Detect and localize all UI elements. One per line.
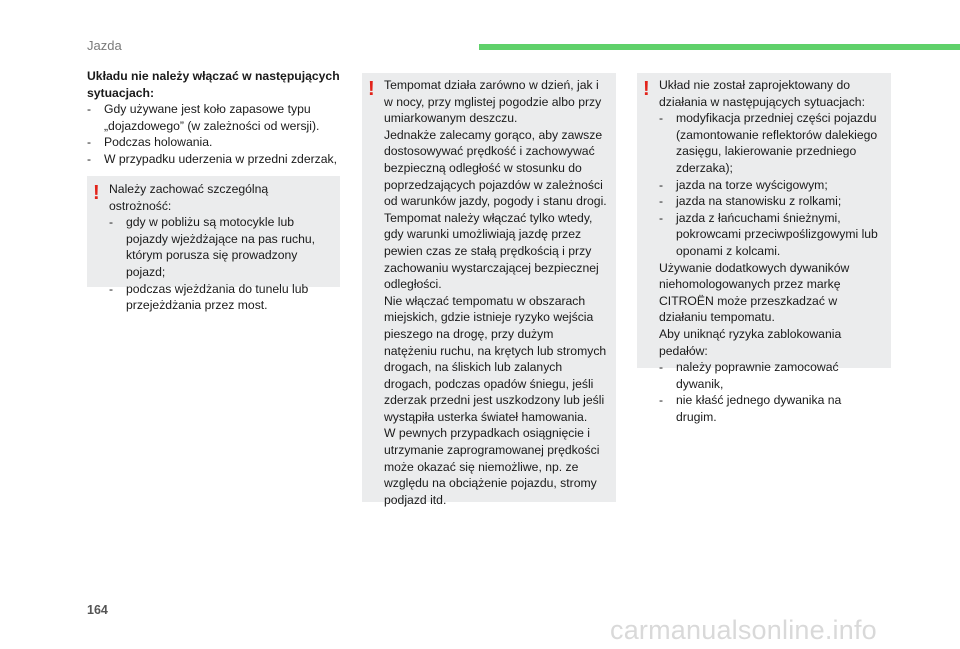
intro-column	[87, 68, 343, 168]
section-title: Jazda	[87, 38, 122, 53]
intro-heading: Układu nie należy włączać w następujących sytuacjach:	[87, 69, 340, 100]
warning-note-system-limits	[637, 73, 891, 424]
list-item: - należy poprawnie zamocować dywanik,	[659, 360, 839, 391]
list-item: - jazda z łańcuchami śnieżnymi, pokrowcami przeciwpoślizgowymi lub oponami z kolcami.	[659, 210, 878, 258]
note-text: Używanie dodatkowych dywaników niehomologowanych przez markę CITROËN może przeszkadzać w działaniu tempomatu.	[659, 260, 850, 325]
page-number: 164	[87, 603, 108, 617]
list-item: - jazda na stanowisku z rolkami;	[659, 194, 842, 209]
warning-note-caution	[87, 176, 340, 313]
warning-note-cruise-control	[362, 73, 616, 507]
list-item: - modyfikacja przedniej części pojazdu (zamontowanie reflektorów dalekiego zasięgu, lakierowanie przedniego zderzaka);	[659, 111, 878, 175]
list-item: - jazda na torze wyścigowym;	[659, 177, 828, 192]
note-paragraph: W pewnych przypadkach osiągnięcie i utrzymanie zaprogramowanej prędkości może okazać się niemożliwe, np. ze względu na obciążenie pojazdu, stromy podjazd itd.	[384, 426, 600, 507]
note-text: Należy zachować szczególną ostrożność:	[109, 182, 269, 213]
list-item: - podczas wjeżdżania do tunelu lub przejeżdżania przez most.	[109, 281, 309, 313]
note-text: Aby uniknąć ryzyka zablokowania pedałów:	[659, 326, 842, 358]
note-paragraph: Tempomat należy włączać tylko wtedy, gdy warunki umożliwiają jazdę przez pewien czas ze stałą prędkością i przy zachowaniu wystarczającej bezpiecznej odległości.	[384, 210, 599, 292]
note-paragraph: Jednakże zalecamy gorąco, aby zawsze dostosowywać prędkość i zachowywać bezpieczną odległość w stosunku do poprzedzających pojazdów w zależności od warunków jazdy, pogody i stanu drogi.	[384, 127, 607, 209]
list-item: - Gdy używane jest koło zapasowe typu „dojazdowego” (w zależności od wersji).	[87, 102, 320, 133]
list-item: - Podczas holowania.	[87, 135, 213, 150]
note-paragraph: Tempomat działa zarówno w dzień, jak i w nocy, przy mglistej pogodzie albo przy umiarkowanym deszczu.	[384, 78, 602, 126]
list-item: - nie kłaść jednego dywanika na drugim.	[659, 393, 842, 424]
warning-exclamation-icon: !	[93, 182, 100, 204]
list-item: - gdy w pobliżu są motocykle lub pojazdy wjeżdżające na pas ruchu, którym porusza się prowadzony pojazd;	[109, 215, 316, 279]
watermark: carmanualsonline.info	[610, 615, 877, 645]
note-paragraph: Nie włączać tempomatu w obszarach miejskich, gdzie istnieje ryzyko wejścia pieszego na drogę, przy dużym natężeniu ruchu, na krętych lub stromych drogach, na śliskich lub zalanych drogach, podczas opadów śniegu, jeśli zderzak przedni jest uszkodzony lub jeśli wystąpiła usterka świateł hamowania.	[384, 293, 607, 424]
warning-exclamation-icon: !	[643, 78, 650, 100]
section-accent-bar	[479, 44, 960, 50]
list-item: - W przypadku uderzenia w przedni zderzak,	[87, 151, 338, 166]
note-text: Układ nie został zaprojektowany do działania w następujących sytuacjach:	[659, 78, 865, 109]
warning-exclamation-icon: !	[368, 78, 375, 100]
